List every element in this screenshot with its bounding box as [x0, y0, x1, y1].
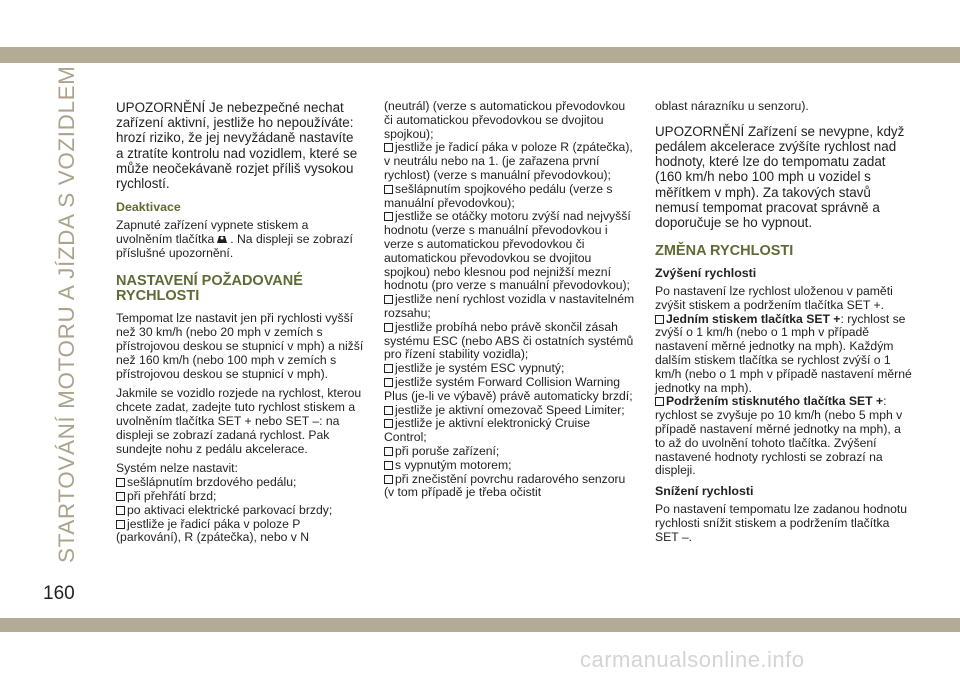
watermark: carmanualsonline.info — [580, 647, 805, 672]
list-item: jestliže je aktivní omezovač Speed Limiter; — [384, 404, 636, 418]
column-2 — [384, 100, 636, 500]
setting-paragraph-2: Jakmile se vozidlo rozjede na rychlost, kterou chcete zadat, zadejte tuto rychlost stiskem a uvolněním tlačítka SET + nebo SET –: na displeji se zobrazí zadaná rychlost. Pak sundejte nohu z pedálu akcelerace. — [116, 386, 362, 456]
checkbox-bullet-icon — [116, 478, 125, 487]
list-item: s vypnutým motorem; — [384, 459, 636, 473]
list-item: Podržením stisknutého tlačítka SET +: rychlost se zvyšuje po 10 km/h (nebo 5 mph v případě nastavení měrné jednotky na mph), a to až do uvolnění tohoto tlačítka. Zvýšení nastavené hodnoty rychlosti se zobrazí na displeji. — [655, 394, 903, 478]
column-3 — [655, 100, 913, 544]
chapter-side-title: STARTOVÁNÍ MOTORU A JÍZDA S VOZIDLEM — [54, 65, 79, 563]
setting-heading: NASTAVENÍ POŽADOVANÉ RYCHLOSTI — [116, 273, 303, 305]
list-item: sešlápnutím brzdového pedálu; — [116, 476, 364, 490]
list-item: jestliže je systém ESC vypnutý; — [384, 362, 636, 376]
checkbox-bullet-icon — [384, 295, 393, 304]
checkbox-bullet-icon — [116, 520, 125, 529]
list-item: jestliže se otáčky motoru zvýší nad nejvyšší hodnotu (verze s manuální převodovkou i verze s automatickou převodovkou či automatickou převodovkou se dvojitou spojkou) nebo klesnou pod nejnižší mezní hodnotu (pro verze s manuální převodovkou); — [384, 209, 631, 293]
change-speed-heading: ZMĚNA RYCHLOSTI — [655, 243, 794, 260]
checkbox-bullet-icon — [384, 212, 393, 221]
setting-paragraph-1: Tempomat lze nastavit jen při rychlosti vyšší než 30 km/h (nebo 20 mph v zemích s přístrojovou deskou se stupnicí v mph) a nižší než 160 km/h (nebo 100 mph v zemích s přístrojovou deskou se stupnicí v mph). — [116, 311, 364, 381]
checkbox-bullet-icon — [116, 492, 125, 501]
list-item: jestliže je aktivní elektronický Cruise Control; — [384, 416, 591, 445]
decrease-heading: Snížení rychlosti — [655, 484, 754, 499]
checkbox-bullet-icon — [384, 378, 393, 387]
warning-paragraph: UPOZORNĚNÍ Zařízení se nevypne, když pedálem akcelerace zvýšíte rychlost nad hodnoty, které lze do tempomatu zadat (160 km/h nebo 100 mph u vozidel s měřítkem v mph). Za takových stavů nemusí tempomat pracovat správně a doporučuje se ho vypnout. — [655, 123, 905, 231]
checkbox-bullet-icon — [384, 185, 393, 194]
checkbox-bullet-icon — [384, 364, 393, 373]
list-item: jestliže probíhá nebo právě skončil zásah systému ESC (nebo ABS či ostatních systémů pro řízení stability vozidla); — [384, 319, 634, 362]
list-item: při přehřátí brzd; — [116, 490, 364, 504]
cruise-control-icon — [216, 234, 228, 244]
checkbox-bullet-icon — [384, 461, 393, 470]
list-item: Jedním stiskem tlačítka SET +: rychlost se zvýší o 1 km/h (nebo o 1 mph v případě nastavení měrné jednotky na mph). Každým dalším stiskem tlačítka se rychlost zvýší o 1 km/h (nebo o 1 mph v případě nastavení měrné jednotky na mph). — [655, 311, 912, 395]
checkbox-bullet-icon — [384, 475, 393, 484]
decrease-paragraph: Po nastavení tempomatu lze zadanou hodnotu rychlosti snížit stiskem a podržením tlačítka SET –. — [655, 501, 908, 544]
bottom-band — [0, 618, 960, 632]
checkbox-bullet-icon — [655, 397, 664, 406]
cannot-set-label: Systém nelze nastavit: — [116, 461, 238, 476]
page-number: 160 — [43, 583, 75, 604]
list-item: při poruše zařízení; — [384, 445, 636, 459]
column-1 — [116, 100, 364, 545]
checkbox-bullet-icon — [116, 506, 125, 515]
checkbox-bullet-icon — [384, 419, 393, 428]
list-item: jestliže je řadicí páka v poloze P (parkování), R (zpátečka), nebo v N — [116, 516, 310, 545]
checkbox-bullet-icon — [384, 143, 393, 152]
list-item: sešlápnutím spojkového pedálu (verze s manuální převodovkou); — [384, 181, 613, 210]
checkbox-bullet-icon — [384, 447, 393, 456]
list-item: jestliže je řadicí páka v poloze R (zpátečka), v neutrálu nebo na 1. (je zařazena první rychlost) (verze s manuální převodovkou); — [384, 140, 633, 182]
top-band — [0, 47, 960, 63]
continuation-text: oblast nárazníku u senzoru). — [655, 99, 809, 113]
deactivate-text-a: Zapnuté zařízení vypnete stiskem a uvolněním tlačítka — [116, 218, 309, 246]
checkbox-bullet-icon — [655, 315, 664, 324]
checkbox-bullet-icon — [384, 406, 393, 415]
list-item: při znečistění povrchu radarového senzoru (v tom případě je třeba očistit — [384, 471, 626, 500]
checkbox-bullet-icon — [384, 323, 393, 332]
list-item: (neutrál) (verze s automatickou převodovkou či automatickou převodovkou se dvojitou spojkou); — [384, 99, 626, 141]
deactivate-heading: Deaktivace — [116, 200, 181, 215]
increase-paragraph: Po nastavení lze rychlost uloženou v paměti zvýšit stiskem a podržením tlačítka SET +. — [655, 284, 893, 312]
list-item: jestliže systém Forward Collision Warning Plus (je-li ve výbavě) právě automaticky brzdí; — [384, 374, 633, 403]
warning-paragraph: UPOZORNĚNÍ Je nebezpečné nechat zařízení aktivní, jestliže ho nepoužíváte: hrozí riziko, že jej nevyžádaně nastavíte a ztratíte kontrolu nad vozidlem, které se může neočekávaně rozjet příliš vysokou rychlostí. — [116, 100, 358, 192]
increase-heading: Zvýšení rychlosti — [655, 266, 757, 281]
list-item: po aktivaci elektrické parkovací brzdy; — [116, 504, 364, 518]
deactivate-text-b: . Na displeji se zobrazí příslušné upozornění. — [116, 231, 353, 260]
deactivate-text — [116, 219, 364, 260]
list-item: jestliže není rychlost vozidla v nastavitelném rozsahu; — [384, 292, 635, 320]
